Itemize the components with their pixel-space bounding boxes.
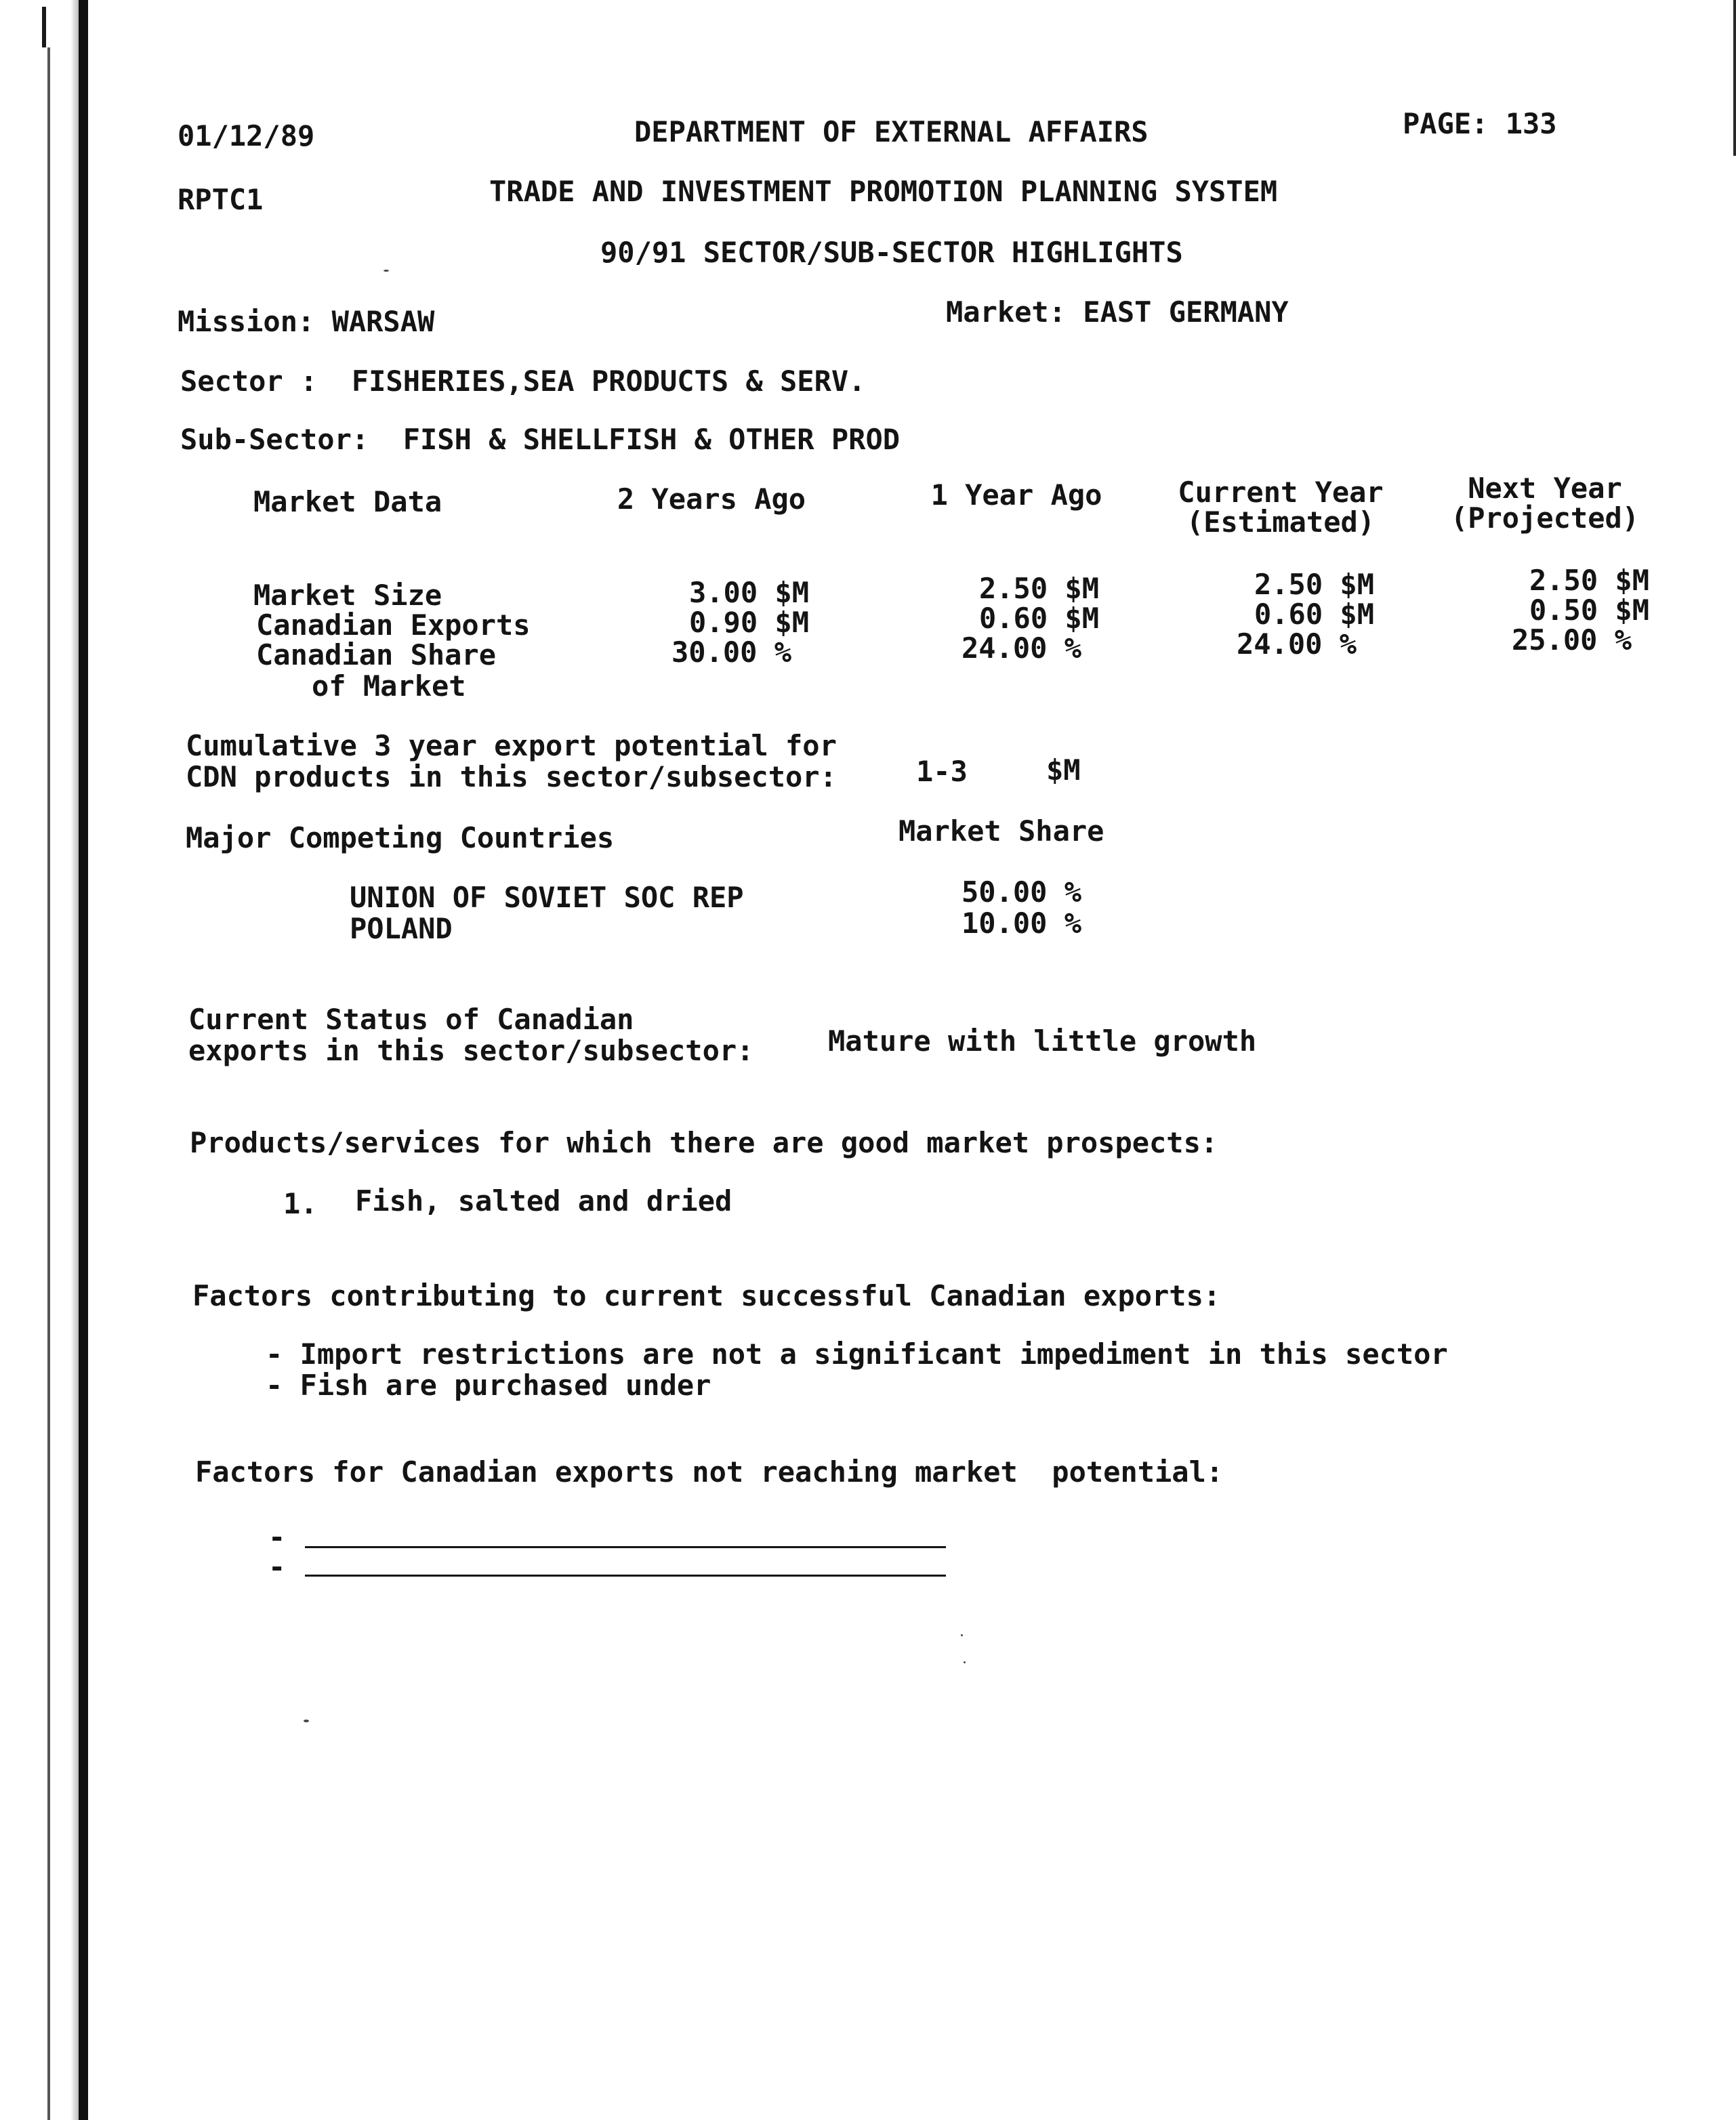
scan-edge-shade	[70, 0, 79, 2120]
cell-value: 3.00 $M	[688, 576, 809, 609]
sector-label: Sector : FISHERIES,SEA PRODUCTS & SERV.	[180, 365, 866, 398]
row-label-market-size: Market Size	[253, 579, 442, 612]
column-header-current-year-sub: (Estimated)	[1186, 505, 1376, 539]
competitor-share: 50.00 %	[961, 875, 1081, 909]
scan-speck	[304, 1720, 309, 1722]
cell-value: 2.50 $M	[1254, 568, 1374, 601]
column-header-current-year: Current Year	[1178, 476, 1384, 509]
page-number: PAGE: 133	[1403, 107, 1557, 140]
prospects-header: Products/services for which there are good market prospects:	[190, 1126, 1218, 1159]
cell-value: 0.60 $M	[978, 602, 1099, 635]
competitor-share: 10.00 %	[961, 907, 1081, 940]
system-title: TRADE AND INVESTMENT PROMOTION PLANNING SYSTEM	[489, 175, 1278, 208]
cell-value: 0.90 $M	[688, 606, 809, 639]
scan-speck	[961, 1634, 963, 1636]
success-factor-item: - Import restrictions are not a significant impediment in this sector	[266, 1337, 1448, 1371]
market-label: Market: EAST GERMANY	[946, 295, 1289, 329]
report-title: 90/91 SECTOR/SUB-SECTOR HIGHLIGHTS	[600, 236, 1183, 269]
market-share-header: Market Share	[898, 814, 1104, 848]
competitor-name: POLAND	[350, 912, 453, 945]
status-value: Mature with little growth	[828, 1024, 1257, 1058]
subsector-label: Sub-Sector: FISH & SHELLFISH & OTHER PROD	[180, 423, 901, 456]
blank-entry-line	[305, 1575, 946, 1577]
row-label-canadian-share: Canadian Share	[256, 638, 497, 671]
mission-label: Mission: WARSAW	[178, 305, 435, 338]
shortfall-factors-header: Factors for Canadian exports not reaching market potential:	[195, 1455, 1224, 1489]
cell-value: 2.50 $M	[978, 572, 1099, 605]
cell-value: 2.50 $M	[1529, 564, 1649, 597]
column-header-2-years-ago: 2 Years Ago	[617, 482, 806, 516]
row-label-canadian-exports: Canadian Exports	[256, 608, 531, 642]
status-line-2: exports in this sector/subsector:	[188, 1034, 754, 1067]
success-factor-item: - Fish are purchased under	[266, 1369, 711, 1402]
market-data-header: Market Data	[253, 485, 442, 518]
column-header-1-year-ago: 1 Year Ago	[930, 478, 1102, 512]
cell-value: 25.00 %	[1511, 623, 1632, 657]
shortfall-dash: -	[268, 1550, 286, 1583]
column-header-next-year-sub: (Projected)	[1450, 501, 1640, 535]
potential-line-1: Cumulative 3 year export potential for	[186, 729, 837, 762]
status-line-1: Current Status of Canadian	[188, 1003, 634, 1036]
scan-right-edge	[1733, 0, 1736, 156]
potential-range: 1-3	[916, 755, 968, 788]
competitors-header: Major Competing Countries	[186, 821, 615, 854]
potential-line-2: CDN products in this sector/subsector:	[186, 760, 837, 793]
scan-binding-edge	[79, 0, 88, 2120]
cell-value: 24.00 %	[961, 631, 1081, 665]
potential-unit: $M	[1046, 753, 1081, 787]
report-code: RPTC1	[178, 183, 264, 216]
column-header-next-year: Next Year	[1468, 472, 1622, 505]
cell-value: 30.00 %	[671, 636, 791, 669]
scan-edge-line	[47, 47, 50, 2120]
row-label-canadian-share-sub: of Market	[312, 669, 466, 703]
cell-value: 0.50 $M	[1529, 594, 1649, 627]
scan-edge-line	[42, 7, 46, 47]
cell-value: 24.00 %	[1236, 627, 1357, 661]
blank-entry-line	[305, 1546, 946, 1548]
cell-value: 0.60 $M	[1254, 598, 1374, 631]
scan-speck	[964, 1661, 966, 1663]
report-date: 01/12/89	[178, 119, 315, 152]
competitor-name: UNION OF SOVIET SOC REP	[350, 881, 744, 914]
shortfall-dash: -	[268, 1520, 286, 1554]
department-title: DEPARTMENT OF EXTERNAL AFFAIRS	[634, 115, 1149, 148]
prospect-text: Fish, salted and dried	[355, 1184, 732, 1218]
scan-speck	[384, 270, 389, 272]
success-factors-header: Factors contributing to current successful Canadian exports:	[192, 1279, 1221, 1312]
prospect-number: 1.	[283, 1187, 318, 1220]
